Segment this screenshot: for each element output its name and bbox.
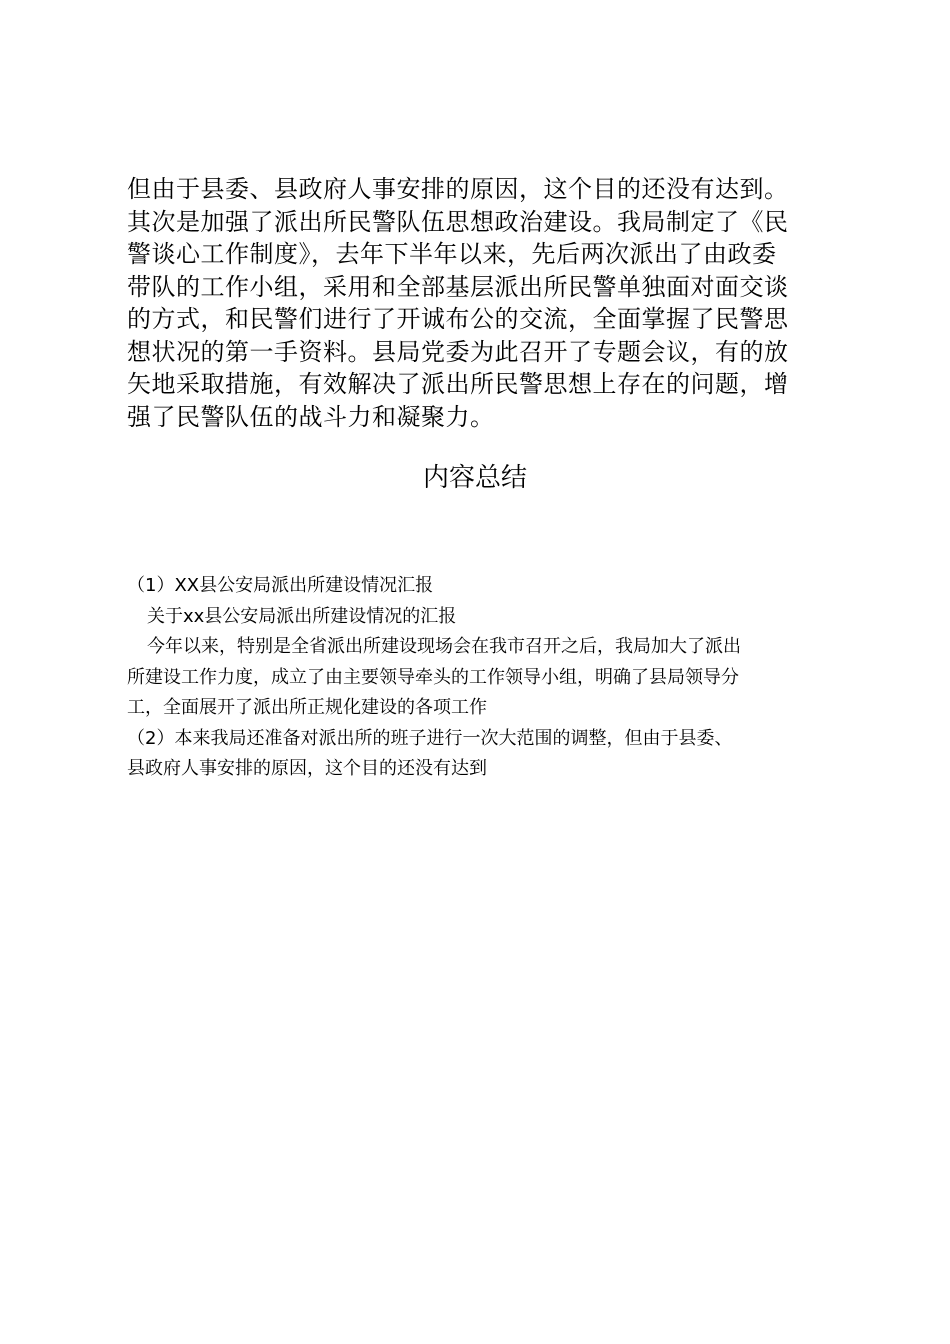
body-line-1: 但由于县委、县政府人事安排的原因，这个目的还没有达到。 (127, 175, 789, 203)
summary-item-1-body-line-2: 所建设工作力度，成立了由主要领导牵头的工作领导小组，明确了县局领导分 (127, 666, 739, 688)
body-line-4: 带队的工作小组，采用和全部基层派出所民警单独面对面交谈 (127, 272, 789, 301)
body-line-6: 想状况的第一手资料。县局党委为此召开了专题会议，有的放 (127, 337, 789, 366)
body-line-8: 强了民警队伍的战斗力和凝聚力。 (127, 402, 495, 431)
summary-item-1-body-line-1: 今年以来，特别是全省派出所建设现场会在我市召开之后，我局加大了派出 (147, 636, 741, 657)
summary-item-1-subtitle: 关于xx县公安局派出所建设情况的汇报 (147, 605, 457, 627)
summary-title: 内容总结 (422, 463, 527, 493)
summary-item-1-body-line-3: 工，全面展开了派出所正规化建设的各项工作 (127, 697, 487, 718)
body-line-7: 矢地采取措施，有效解决了派出所民警思想上存在的问题，增 (127, 370, 789, 398)
body-line-2: 其次是加强了派出所民警队伍思想政治建设。我局制定了《民 (127, 207, 789, 236)
summary-section (127, 571, 837, 785)
body-line-5: 的方式，和民警们进行了开诚布公的交流，全面掌握了民警思 (127, 305, 789, 333)
summary-item-2-body-line-1: （2）本来我局还准备对派出所的班子进行一次大范围的调整，但由于县委、 (127, 727, 733, 749)
body-paragraph (127, 173, 827, 433)
summary-item-2-body-line-2: 县政府人事安排的原因，这个目的还没有达到 (127, 758, 487, 779)
body-line-3: 警谈心工作制度》，去年下半年以来，先后两次派出了由政委 (127, 240, 777, 268)
summary-item-1-heading: （1）XX县公安局派出所建设情况汇报 (127, 575, 434, 596)
